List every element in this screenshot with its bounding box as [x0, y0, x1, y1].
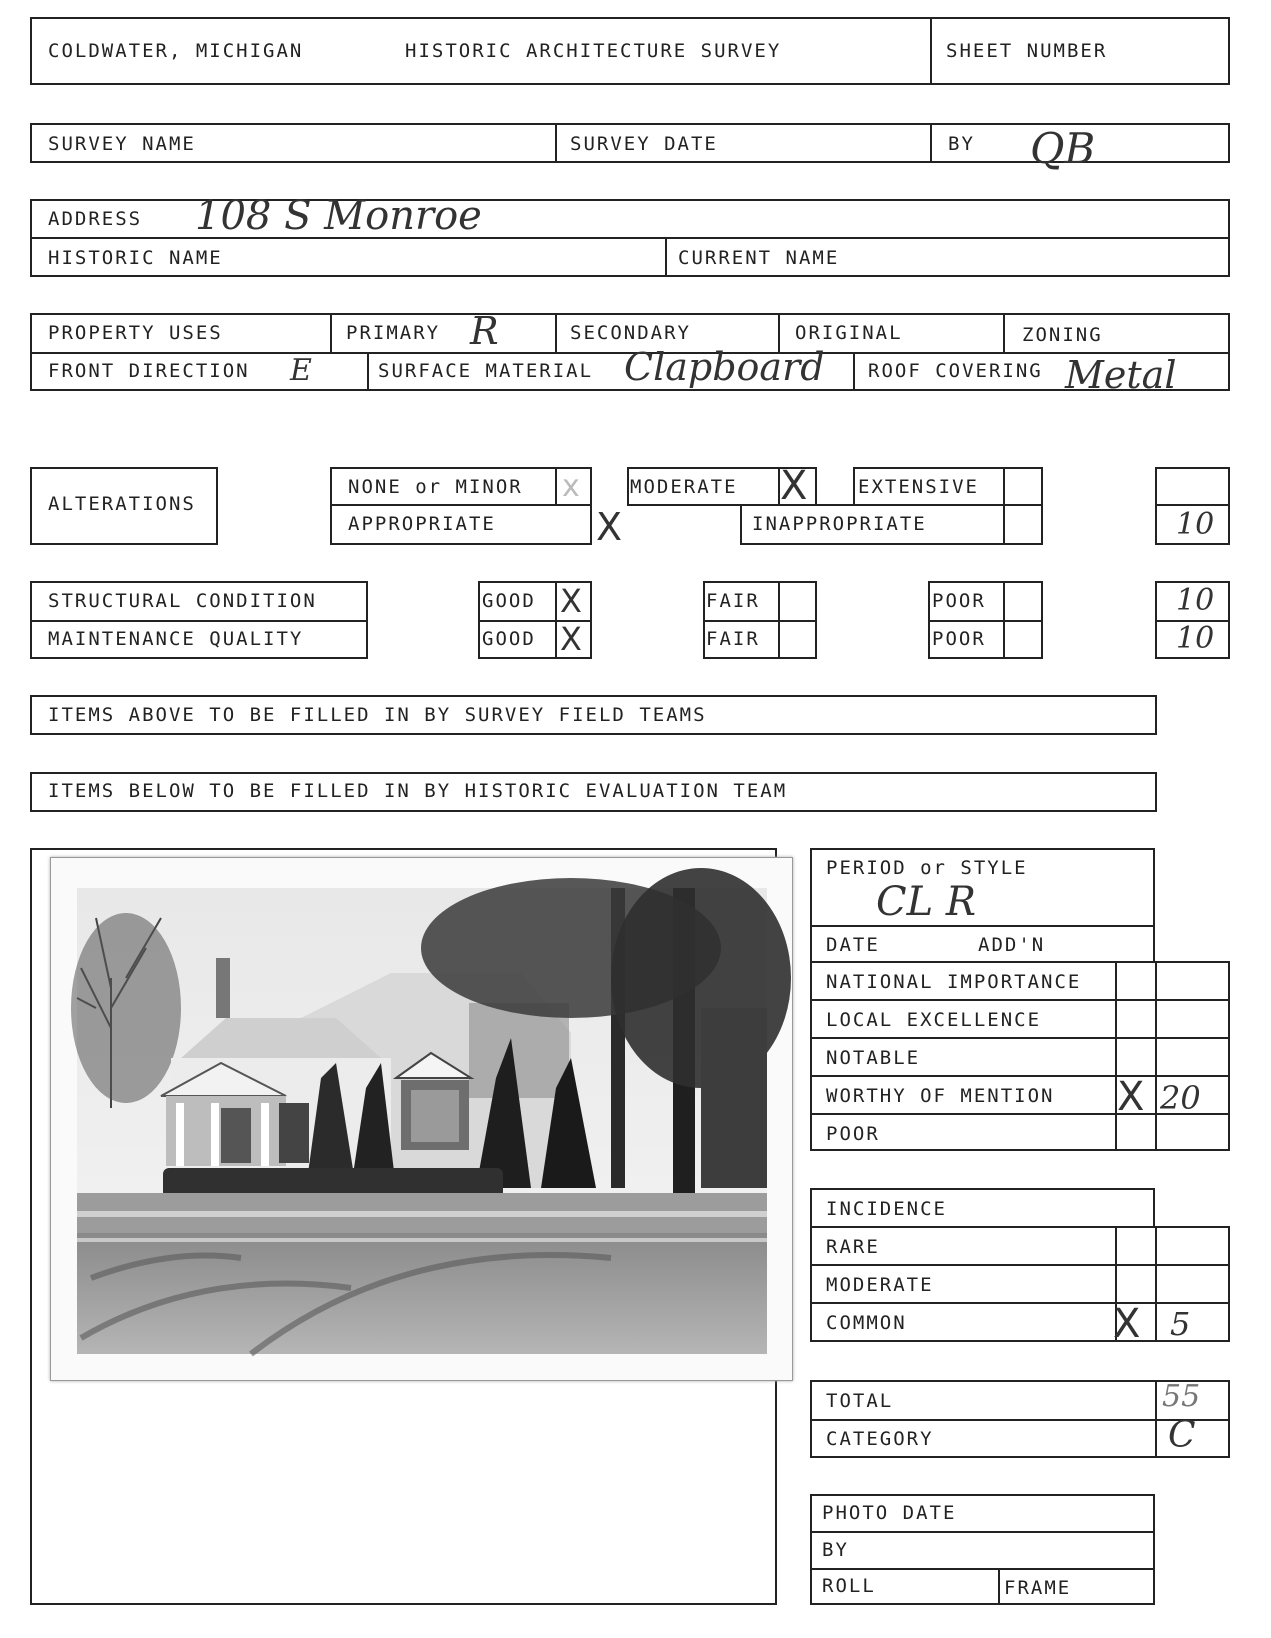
note-above: ITEMS ABOVE TO BE FILLED IN BY SURVEY FIELD TEAMS	[48, 704, 707, 726]
photo-date-label: PHOTO DATE	[822, 1502, 957, 1524]
primary-label: PRIMARY	[346, 322, 441, 344]
property-uses-label: PROPERTY USES	[48, 322, 223, 344]
importance-mark-divider	[1115, 961, 1117, 1151]
total-value: 55	[1162, 1379, 1201, 1414]
category-label: CATEGORY	[826, 1428, 934, 1450]
front-direction-value: E	[290, 353, 312, 388]
structural-fair-label: FAIR	[706, 590, 760, 612]
category-value: C	[1168, 1415, 1196, 1456]
sheet-number-label: SHEET NUMBER	[946, 40, 1108, 62]
prop-div-1	[330, 313, 332, 352]
address-name-divider	[665, 237, 667, 277]
imp-div-2	[810, 1037, 1230, 1039]
alt-extensive-label: EXTENSIVE	[858, 476, 979, 498]
fair-check-divider	[778, 581, 780, 659]
rare-label: RARE	[826, 1236, 880, 1258]
worthy-score: 20	[1160, 1079, 1201, 1117]
fair-divider	[703, 620, 817, 622]
common-mark: X	[1113, 1301, 1141, 1347]
importance-score-divider	[1155, 961, 1157, 1151]
inc-div-1	[810, 1264, 1230, 1266]
alterations-label: ALTERATIONS	[48, 493, 196, 515]
common-score: 5	[1170, 1305, 1191, 1343]
period-value: CL R	[876, 879, 976, 925]
header-divider	[930, 17, 932, 85]
maintenance-poor-label: POOR	[932, 628, 986, 650]
note-below: ITEMS BELOW TO BE FILLED IN BY HISTORIC EVALUATION TEAM	[48, 780, 788, 802]
worthy-label: WORTHY OF MENTION	[826, 1085, 1055, 1107]
maintenance-quality-label: MAINTENANCE QUALITY	[48, 628, 304, 650]
eval-poor-label: POOR	[826, 1123, 880, 1145]
national-importance-label: NATIONAL IMPORTANCE	[826, 971, 1082, 993]
alt-score-divider	[1155, 504, 1230, 506]
condition-label-divider	[30, 620, 368, 622]
current-name-label: CURRENT NAME	[678, 247, 840, 269]
survey-divider-2	[930, 123, 932, 163]
alt-none-mark: x	[562, 469, 580, 504]
worthy-mark: X	[1117, 1074, 1145, 1120]
maintenance-fair-label: FAIR	[706, 628, 760, 650]
front-direction-label: FRONT DIRECTION	[48, 360, 250, 382]
header-title: HISTORIC ARCHITECTURE SURVEY	[405, 40, 782, 62]
surface-material-label: SURFACE MATERIAL	[378, 360, 594, 382]
alt-appropriate-mark: X	[596, 505, 623, 549]
survey-name-label: SURVEY NAME	[48, 133, 196, 155]
alt-inappropriate-check-divider	[1003, 504, 1005, 545]
inc-div-2	[810, 1302, 1230, 1304]
structural-good-label: GOOD	[482, 590, 536, 612]
roof-covering-label: ROOF COVERING	[868, 360, 1043, 382]
photo-div-1	[810, 1531, 1155, 1533]
alt-extensive-check-divider	[1003, 467, 1005, 506]
historic-name-label: HISTORIC NAME	[48, 247, 223, 269]
structural-good-mark: X	[560, 582, 582, 620]
date-label: DATE	[826, 934, 880, 956]
original-label: ORIGINAL	[795, 322, 903, 344]
roof-covering-value: Metal	[1065, 353, 1177, 397]
total-label: TOTAL	[826, 1390, 894, 1412]
survey-by-value: QB	[1030, 124, 1096, 173]
poor-divider	[928, 620, 1043, 622]
poor-check-divider	[1003, 581, 1005, 659]
maintenance-good-mark: X	[560, 620, 582, 658]
photo-div-2	[810, 1568, 1155, 1570]
alt-none-check-divider	[555, 467, 557, 506]
good-check-divider	[555, 581, 557, 659]
prop-div-6	[853, 352, 855, 391]
house-photo	[51, 858, 792, 1380]
maintenance-score: 10	[1176, 621, 1215, 656]
alt-appropriate-label: APPROPRIATE	[348, 513, 496, 535]
prop-div-5	[367, 352, 369, 391]
alt-none-label: NONE or MINOR	[348, 476, 523, 498]
survey-by-label: BY	[948, 133, 975, 155]
alt-moderate-label: MODERATE	[630, 476, 738, 498]
prop-div-4	[1003, 313, 1005, 352]
photo-frame-label: FRAME	[1004, 1577, 1072, 1599]
period-label: PERIOD or STYLE	[826, 857, 1028, 879]
structural-score: 10	[1176, 583, 1215, 618]
inc-moderate-label: MODERATE	[826, 1274, 934, 1296]
local-excellence-label: LOCAL EXCELLENCE	[826, 1009, 1042, 1031]
notable-label: NOTABLE	[826, 1047, 921, 1069]
photo-by-label: BY	[822, 1539, 849, 1561]
surface-material-value: Clapboard	[624, 345, 825, 389]
survey-divider-1	[555, 123, 557, 163]
structural-condition-label: STRUCTURAL CONDITION	[48, 590, 317, 612]
address-value: 108 S Monroe	[195, 193, 482, 239]
secondary-label: SECONDARY	[570, 322, 691, 344]
alt-moderate-mark: X	[780, 463, 808, 509]
incidence-label: INCIDENCE	[826, 1198, 947, 1220]
imp-div-3	[810, 1075, 1230, 1077]
survey-date-label: SURVEY DATE	[570, 133, 718, 155]
period-divider	[810, 925, 1155, 927]
totals-divider-h	[810, 1419, 1230, 1421]
structural-poor-label: POOR	[932, 590, 986, 612]
alt-inappropriate-label: INAPPROPRIATE	[752, 513, 927, 535]
prop-div-2	[555, 313, 557, 352]
address-label: ADDRESS	[48, 208, 143, 230]
photo-roll-frame-divider	[998, 1568, 1000, 1605]
addn-label: ADD'N	[978, 934, 1046, 956]
maintenance-good-label: GOOD	[482, 628, 536, 650]
primary-value: R	[470, 309, 499, 353]
photograph	[50, 857, 793, 1381]
photo-roll-label: ROLL	[822, 1575, 876, 1597]
incidence-score-divider	[1155, 1226, 1157, 1342]
header-city: COLDWATER, MICHIGAN	[48, 40, 304, 62]
imp-div-1	[810, 999, 1230, 1001]
zoning-label: ZONING	[1022, 324, 1103, 346]
common-label: COMMON	[826, 1312, 907, 1334]
alt-score: 10	[1176, 507, 1215, 542]
